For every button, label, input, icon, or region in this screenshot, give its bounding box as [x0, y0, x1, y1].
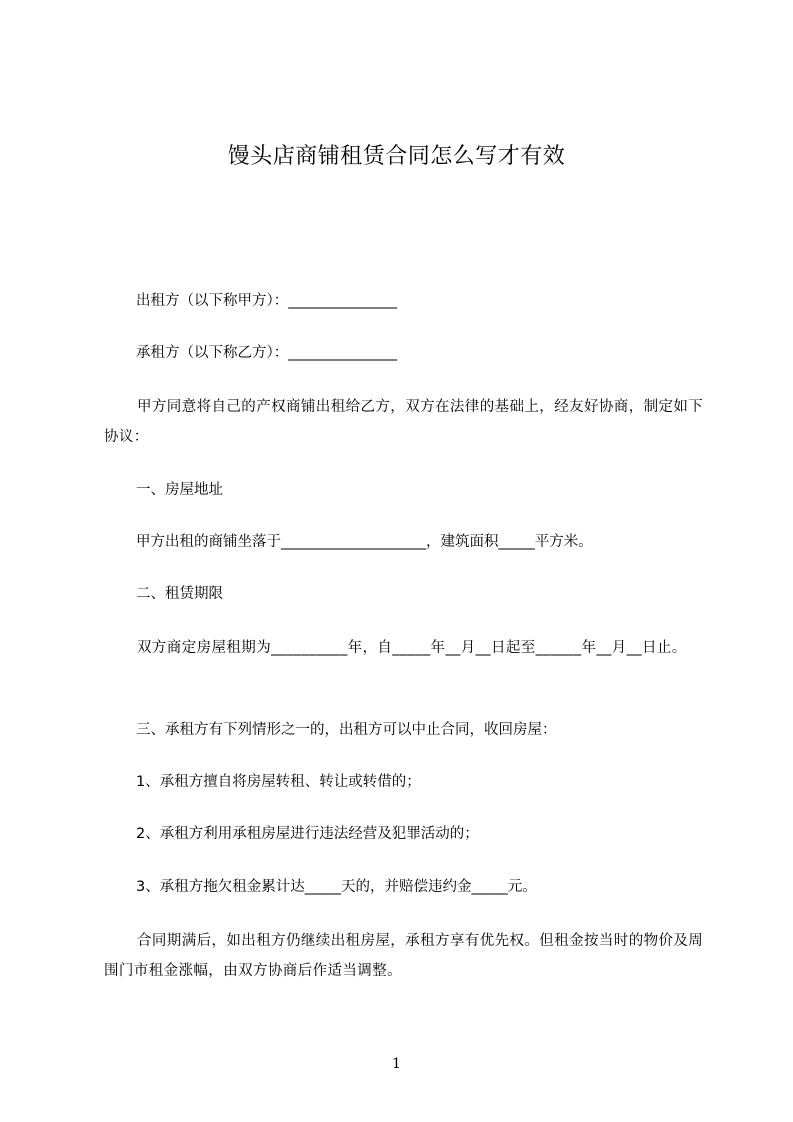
termination-clause-1: 1、承租方擅自将房屋转租、转让或转借的； [136, 774, 421, 790]
termination-clause-3: 3、承租方拖欠租金累计达_____天的，并赔偿违约金_____元。 [136, 879, 537, 895]
section-heading-term: 二、租赁期限 [136, 586, 223, 602]
term-clause: 双方商定房屋租期为__________年，自_____年__月__日起至______年__月__日止。 [137, 640, 687, 656]
intro-paragraph: 甲方同意将自己的产权商铺出租给乙方，双方在法律的基础上，经友好协商，制定如下协议： [104, 399, 704, 445]
section-heading-address: 一、房屋地址 [136, 482, 223, 498]
termination-clause-2: 2、承租方利用承租房屋进行违法经营及犯罪活动的； [136, 826, 479, 842]
page-number: 1 [392, 1056, 401, 1072]
section-heading-termination: 三、承租方有下列情形之一的，出租方可以中止合同，收回房屋： [136, 722, 557, 738]
renewal-paragraph: 合同期满后，如出租方仍继续出租房屋，承租方享有优先权。但租金按当时的物价及周围门市租金涨幅，由双方协商后作适当调整。 [104, 933, 704, 979]
lessor-line: 出租方（以下称甲方）：_______________ [136, 293, 397, 309]
lessee-line: 承租方（以下称乙方）：_______________ [136, 345, 397, 361]
document-title: 馒头店商铺租赁合同怎么写才有效 [227, 144, 566, 169]
address-clause: 甲方出租的商铺坐落于____________________，建筑面积_____平方米。 [136, 534, 593, 550]
